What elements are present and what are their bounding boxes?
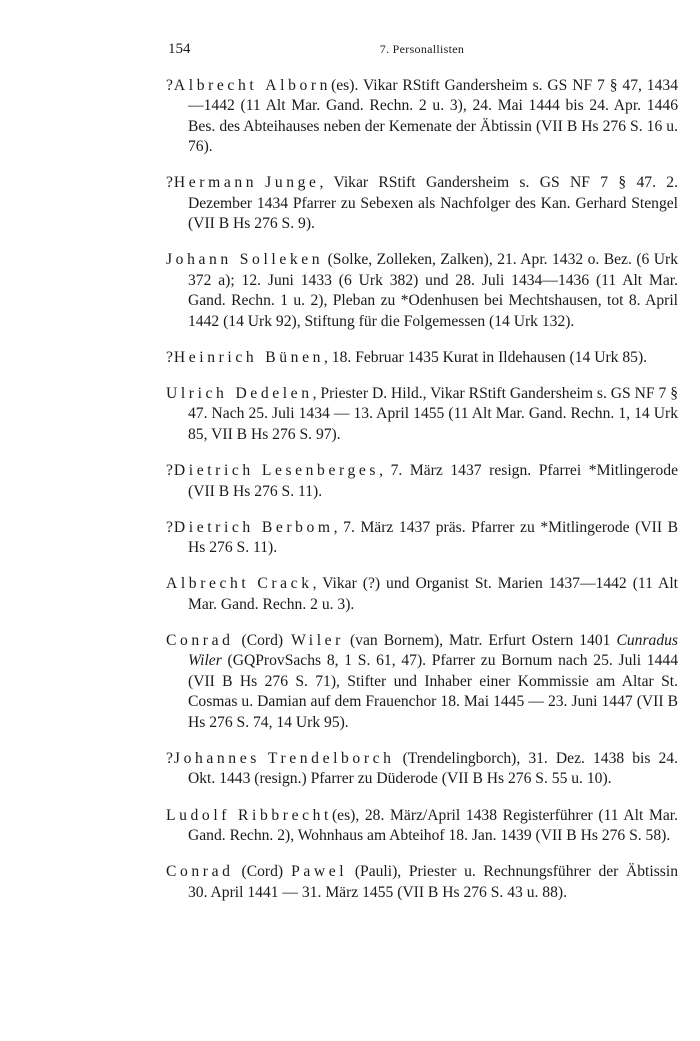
- uncertain-mark: ?: [166, 749, 174, 767]
- entry-given-name: Hermann: [173, 174, 258, 192]
- entry-given-name: Johann: [166, 251, 232, 269]
- entry-surname: Solleken: [239, 251, 324, 269]
- entry-surname: Trendelborch: [267, 749, 395, 767]
- list-entry: [166, 574, 678, 615]
- entry-surname: Wiler: [291, 631, 344, 649]
- list-entry: [166, 250, 678, 332]
- entry-given-name: Ulrich: [166, 384, 228, 402]
- document-page: [166, 38, 678, 912]
- list-entry: [166, 518, 678, 559]
- entry-surname: Bünen: [265, 348, 324, 366]
- entry-italic-citation: Cunradus Wiler: [188, 631, 678, 670]
- entry-name-infix: (Cord): [241, 631, 284, 649]
- entry-text: , 7. März 1437 resign. Pfarrei *Mitlingerode (VII B Hs 276 S. 11).: [188, 462, 678, 500]
- uncertain-mark: ?: [166, 462, 174, 480]
- page-number: 154: [168, 41, 191, 57]
- entry-surname: Dedelen: [235, 384, 313, 402]
- entry-text: (es). Vikar RStift Gandersheim s. GS NF 7 § 47, 1434—1442 (11 Alt Mar. Gand. Rechn. 2 u. 3), 24. Mai 1444 bis 24. Apr. 1446 Bes. des Abteihauses neben der Kemenate der Äbtissin (VII B Hs 276 S. 16 u. 76).: [188, 76, 678, 156]
- entry-text: (es), 28. März/April 1438 Registerführer (11 Alt Mar. Gand. Rechn. 2), Wohnhaus am Abteihof 18. Jan. 1439 (VII B Hs 276 S. 58).: [188, 806, 678, 845]
- running-head: [166, 38, 678, 60]
- entry-surname: Berbom: [261, 518, 334, 536]
- entry-given-name: Dietrich: [173, 518, 254, 536]
- entry-given-name: Albrecht: [173, 76, 258, 94]
- list-entry: [166, 384, 678, 446]
- entry-text: (Solke, Zolleken, Zalken), 21. Apr. 1432 o. Bez. (6 Urk 372 a); 12. Juni 1433 (6 Urk 382) und 28. Juli 1434—1436 (11 Alt Mar. Gand. Rechn. 1 u. 2), Pleban zu *Odenhusen bei Mechtshausen, tot 8. April 1442 (14 Urk 92), Stiftung für die Folgemessen (14 Urk 132).: [188, 251, 678, 330]
- list-entry: [166, 461, 678, 502]
- list-entry: [166, 348, 678, 369]
- entry-surname: Ribbrecht: [238, 806, 332, 824]
- personnel-list: [166, 76, 678, 904]
- entry-given-name: Johannes: [173, 749, 260, 767]
- entry-text: , Vikar RStift Gandersheim s. GS NF 7 § 47. 2. Dezember 1434 Pfarrer zu Sebexen als Nachfolger des Kan. Gerhard Stengel (VII B Hs 276 S. 9).: [188, 174, 678, 233]
- entry-text: , Vikar (?) und Organist St. Marien 1437—1442 (11 Alt Mar. Gand. Rechn. 2 u. 3).: [188, 575, 678, 613]
- entry-surname: Alborn: [265, 76, 332, 94]
- entry-text: , Priester D. Hild., Vikar RStift Gandersheim s. GS NF 7 § 47. Nach 25. Juli 1434 — 13. April 1455 (11 Alt Mar. Gand. Rechn. 1, 14 Urk 85, VII B Hs 276 S. 97).: [188, 384, 678, 443]
- uncertain-mark: ?: [166, 76, 174, 94]
- entry-given-name: Conrad: [166, 863, 234, 881]
- entry-given-name: Albrecht: [166, 575, 250, 593]
- entry-given-name: Dietrich: [173, 462, 254, 480]
- entry-text: , 18. Februar 1435 Kurat in Ildehausen (14 Urk 85).: [324, 348, 648, 366]
- list-entry: [166, 862, 678, 903]
- entry-given-name: Ludolf: [166, 806, 231, 824]
- entry-name-infix: (Cord): [241, 863, 284, 881]
- entry-surname: Pawel: [291, 863, 348, 881]
- entry-given-name: Conrad: [166, 631, 234, 649]
- uncertain-mark: ?: [166, 518, 174, 536]
- entry-given-name: Heinrich: [173, 348, 258, 366]
- entry-surname: Crack: [257, 575, 313, 593]
- entry-surname: Lesenberges: [261, 462, 380, 480]
- list-entry: [166, 76, 678, 158]
- uncertain-mark: ?: [166, 348, 174, 366]
- running-title: 7. Personallisten: [379, 42, 465, 56]
- list-entry: [166, 631, 678, 734]
- entry-text-prefix: (van Bornem), Matr. Erfurt Ostern 1401: [343, 631, 617, 649]
- entry-text: (GQProvSachs 8, 1 S. 61, 47). Pfarrer zu Bornum nach 25. Juli 1444 (VII B Hs 276 S. 71), Stifter und Inhaber einer Kommissie am Altar St. Cosmas u. Damian auf dem Frauenchor 18. Mai 1445 — 23. Juni 1447 (VII B Hs 276 S. 74, 14 Urk 95).: [188, 652, 678, 731]
- entry-text: (Trendelingborch), 31. Dez. 1438 bis 24. Okt. 1443 (resign.) Pfarrer zu Düderode (VII B Hs 276 S. 55 u. 10).: [188, 749, 678, 788]
- entry-text: (Pauli), Priester u. Rechnungsführer der Äbtissin 30. April 1441 — 31. März 1455 (VII B Hs 276 S. 43 u. 88).: [188, 863, 678, 901]
- list-entry: [166, 749, 678, 790]
- entry-text: , 7. März 1437 präs. Pfarrer zu *Mitlingerode (VII B Hs 276 S. 11).: [188, 518, 678, 557]
- list-entry: [166, 173, 678, 235]
- uncertain-mark: ?: [166, 174, 174, 192]
- list-entry: [166, 806, 678, 847]
- entry-surname: Junge: [265, 174, 320, 192]
